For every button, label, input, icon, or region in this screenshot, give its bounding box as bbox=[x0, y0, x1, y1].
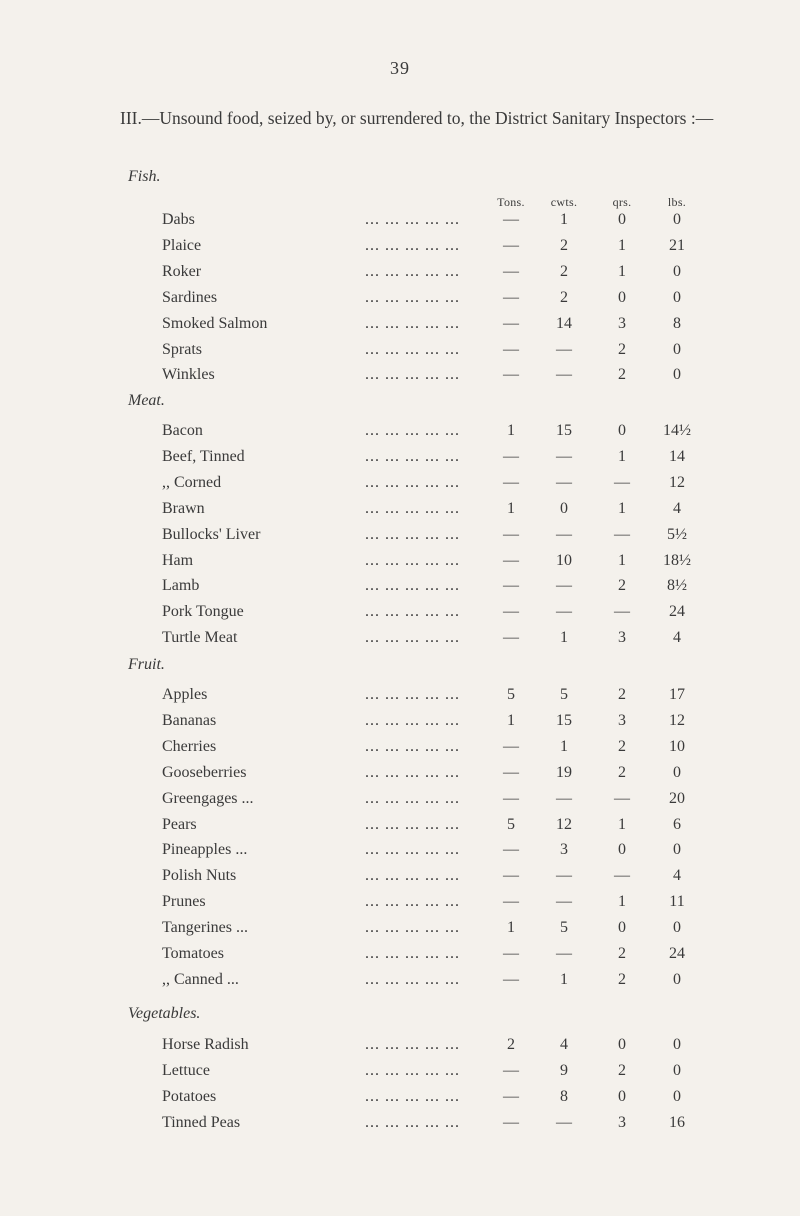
cell-tons: — bbox=[503, 945, 519, 962]
cell-cwts: 1 bbox=[560, 629, 568, 647]
cell-lbs: 11 bbox=[669, 893, 685, 911]
table-row bbox=[0, 603, 800, 628]
cell-qrs: — bbox=[614, 603, 630, 621]
table-row bbox=[0, 764, 800, 789]
cell-qrs: 0 bbox=[618, 211, 626, 228]
leader-dots: ... ... ... ... ... bbox=[365, 737, 460, 755]
cell-qrs: 2 bbox=[618, 340, 626, 358]
cell-lbs: 8½ bbox=[667, 577, 687, 595]
cell-lbs: 12 bbox=[669, 473, 685, 491]
cell-cwts: 2 bbox=[560, 236, 568, 254]
table-row bbox=[0, 971, 800, 996]
leader-dots: ... ... ... ... ... bbox=[365, 422, 460, 439]
leader-dots: ... ... ... ... ... bbox=[365, 211, 460, 228]
leader-dots: ... ... ... ... ... bbox=[365, 525, 460, 543]
leader-dots: ... ... ... ... ... bbox=[365, 789, 460, 807]
table-row bbox=[0, 448, 800, 473]
item-label: Tinned Peas bbox=[162, 1113, 241, 1131]
cell-cwts: 9 bbox=[560, 1061, 568, 1079]
cell-qrs: 0 bbox=[618, 422, 626, 439]
leader-dots: ... ... ... ... ... bbox=[365, 711, 460, 729]
cell-cwts: 2 bbox=[560, 288, 568, 306]
cell-lbs: 0 bbox=[673, 288, 681, 306]
cell-cwts: — bbox=[556, 867, 572, 885]
table-row bbox=[0, 263, 800, 288]
leader-dots: ... ... ... ... ... bbox=[365, 629, 460, 647]
item-label: Ham bbox=[162, 551, 194, 569]
cell-tons: — bbox=[503, 1087, 519, 1105]
cell-tons: 1 bbox=[507, 711, 515, 729]
cell-cwts: 1 bbox=[560, 737, 568, 755]
cell-tons: — bbox=[503, 551, 519, 569]
item-label: Bacon bbox=[162, 422, 203, 439]
cell-qrs: 3 bbox=[618, 629, 626, 647]
leader-dots: ... ... ... ... ... bbox=[365, 262, 460, 280]
cell-tons: — bbox=[503, 288, 519, 306]
cell-tons: — bbox=[503, 262, 519, 280]
cell-cwts: 0 bbox=[560, 499, 568, 517]
cell-lbs: 0 bbox=[673, 1036, 681, 1053]
cell-lbs: 0 bbox=[673, 1087, 681, 1105]
column-header-qrs: qrs. bbox=[612, 195, 632, 209]
cell-tons: — bbox=[503, 525, 519, 543]
cell-qrs: 0 bbox=[618, 288, 626, 306]
leader-dots: ... ... ... ... ... bbox=[365, 603, 460, 621]
cell-lbs: 0 bbox=[673, 262, 681, 280]
cell-qrs: 1 bbox=[618, 815, 626, 833]
cell-lbs: 10 bbox=[669, 737, 685, 755]
cell-qrs: 2 bbox=[618, 737, 626, 755]
cell-lbs: 14½ bbox=[663, 422, 691, 439]
table-row bbox=[0, 315, 800, 340]
cell-cwts: 2 bbox=[560, 262, 568, 280]
cell-tons: 5 bbox=[507, 815, 515, 833]
table-row bbox=[0, 816, 800, 841]
cell-cwts: — bbox=[556, 1113, 572, 1131]
cell-cwts: 3 bbox=[560, 841, 568, 859]
item-label: Lettuce bbox=[162, 1061, 210, 1079]
cell-qrs: — bbox=[614, 789, 630, 807]
leader-dots: ... ... ... ... ... bbox=[365, 1061, 460, 1079]
cell-cwts: — bbox=[556, 340, 572, 358]
leader-dots: ... ... ... ... ... bbox=[365, 945, 460, 962]
cell-qrs: 3 bbox=[618, 1113, 626, 1131]
section-title-vegetables: Vegetables. bbox=[128, 1005, 201, 1022]
item-label: Tangerines ... bbox=[162, 919, 248, 937]
cell-tons: — bbox=[503, 577, 519, 595]
cell-tons: — bbox=[503, 970, 519, 988]
cell-qrs: — bbox=[614, 525, 630, 543]
cell-qrs: — bbox=[614, 867, 630, 885]
item-label: Pineapples ... bbox=[162, 841, 248, 859]
leader-dots: ... ... ... ... ... bbox=[365, 447, 460, 465]
cell-tons: 1 bbox=[507, 499, 515, 517]
cell-tons: — bbox=[503, 211, 519, 228]
leader-dots: ... ... ... ... ... bbox=[365, 686, 460, 703]
cell-qrs: 1 bbox=[618, 447, 626, 465]
cell-qrs: 1 bbox=[618, 236, 626, 254]
column-header-cwts: cwts. bbox=[550, 195, 578, 209]
cell-lbs: 4 bbox=[673, 867, 681, 885]
cell-tons: 2 bbox=[507, 1036, 515, 1053]
item-label: Prunes bbox=[162, 893, 206, 911]
cell-cwts: — bbox=[556, 366, 572, 384]
cell-tons: — bbox=[503, 893, 519, 911]
section-title-meat: Meat. bbox=[128, 392, 165, 409]
cell-cwts: — bbox=[556, 473, 572, 491]
table-row bbox=[0, 738, 800, 763]
item-label: Potatoes bbox=[162, 1087, 217, 1105]
cell-tons: — bbox=[503, 737, 519, 755]
table-row bbox=[0, 919, 800, 944]
cell-cwts: — bbox=[556, 577, 572, 595]
cell-cwts: — bbox=[556, 525, 572, 543]
cell-cwts: 14 bbox=[556, 314, 572, 332]
table-row bbox=[0, 237, 800, 262]
item-label: Greengages ... bbox=[162, 789, 254, 807]
cell-cwts: 15 bbox=[556, 422, 572, 439]
table-row bbox=[0, 945, 800, 970]
table-row bbox=[0, 1036, 800, 1061]
cell-tons: — bbox=[503, 603, 519, 621]
cell-cwts: — bbox=[556, 945, 572, 962]
cell-lbs: 20 bbox=[669, 789, 685, 807]
table-row bbox=[0, 366, 800, 391]
leader-dots: ... ... ... ... ... bbox=[365, 841, 460, 859]
leader-dots: ... ... ... ... ... bbox=[365, 551, 460, 569]
item-label: Pears bbox=[162, 815, 197, 833]
item-label: ,, Corned bbox=[162, 473, 222, 491]
leader-dots: ... ... ... ... ... bbox=[365, 314, 460, 332]
item-label: Sprats bbox=[162, 340, 202, 358]
leader-dots: ... ... ... ... ... bbox=[365, 366, 460, 384]
table-row bbox=[0, 1062, 800, 1087]
cell-cwts: — bbox=[556, 447, 572, 465]
item-label: ,, Canned ... bbox=[162, 970, 239, 988]
cell-qrs: 2 bbox=[618, 686, 626, 703]
leader-dots: ... ... ... ... ... bbox=[365, 1036, 460, 1053]
cell-cwts: 10 bbox=[556, 551, 572, 569]
leader-dots: ... ... ... ... ... bbox=[365, 577, 460, 595]
item-label: Plaice bbox=[162, 236, 202, 254]
cell-qrs: 0 bbox=[618, 1036, 626, 1053]
section-title-fish: Fish. bbox=[128, 168, 161, 185]
section-heading: III.—Unsound food, seized by, or surrendered to, the District Sanitary Inspectors :— bbox=[120, 108, 714, 128]
cell-tons: — bbox=[503, 763, 519, 781]
item-label: Bananas bbox=[162, 711, 217, 729]
cell-lbs: 17 bbox=[669, 686, 685, 703]
cell-qrs: 1 bbox=[618, 262, 626, 280]
cell-qrs: 1 bbox=[618, 893, 626, 911]
cell-cwts: 1 bbox=[560, 970, 568, 988]
section-title-fruit: Fruit. bbox=[128, 656, 165, 673]
leader-dots: ... ... ... ... ... bbox=[365, 893, 460, 911]
item-label: Dabs bbox=[162, 211, 195, 228]
leader-dots: ... ... ... ... ... bbox=[365, 499, 460, 517]
cell-cwts: 15 bbox=[556, 711, 572, 729]
cell-lbs: 14 bbox=[669, 447, 685, 465]
cell-tons: — bbox=[503, 867, 519, 885]
cell-tons: — bbox=[503, 447, 519, 465]
cell-lbs: 8 bbox=[673, 314, 681, 332]
leader-dots: ... ... ... ... ... bbox=[365, 1113, 460, 1131]
cell-tons: — bbox=[503, 629, 519, 647]
cell-tons: 1 bbox=[507, 919, 515, 937]
cell-qrs: 2 bbox=[618, 1061, 626, 1079]
cell-lbs: 5½ bbox=[667, 525, 687, 543]
cell-tons: — bbox=[503, 473, 519, 491]
table-row bbox=[0, 629, 800, 654]
page-number: 39 bbox=[390, 58, 410, 78]
cell-tons: 1 bbox=[507, 422, 515, 439]
table-row bbox=[0, 1114, 800, 1139]
cell-qrs: 3 bbox=[618, 711, 626, 729]
item-label: Winkles bbox=[162, 366, 215, 384]
cell-lbs: 24 bbox=[669, 945, 685, 962]
table-row bbox=[0, 893, 800, 918]
cell-lbs: 18½ bbox=[663, 551, 691, 569]
table-row bbox=[0, 790, 800, 815]
cell-qrs: 1 bbox=[618, 551, 626, 569]
item-label: Sardines bbox=[162, 288, 218, 306]
cell-tons: — bbox=[503, 1113, 519, 1131]
cell-lbs: 24 bbox=[669, 603, 685, 621]
cell-cwts: — bbox=[556, 893, 572, 911]
cell-qrs: 0 bbox=[618, 1087, 626, 1105]
table-row bbox=[0, 500, 800, 525]
column-header-tons: Tons. bbox=[497, 195, 525, 209]
leader-dots: ... ... ... ... ... bbox=[365, 867, 460, 885]
item-label: Pork Tongue bbox=[162, 603, 244, 621]
leader-dots: ... ... ... ... ... bbox=[365, 1087, 460, 1105]
item-label: Polish Nuts bbox=[162, 867, 237, 885]
leader-dots: ... ... ... ... ... bbox=[365, 970, 460, 988]
cell-cwts: — bbox=[556, 603, 572, 621]
leader-dots: ... ... ... ... ... bbox=[365, 919, 460, 937]
item-label: Bullocks' Liver bbox=[162, 525, 261, 543]
cell-cwts: 12 bbox=[556, 815, 572, 833]
item-label: Turtle Meat bbox=[162, 629, 238, 647]
item-label: Smoked Salmon bbox=[162, 314, 268, 332]
cell-lbs: 0 bbox=[673, 841, 681, 859]
cell-lbs: 0 bbox=[673, 763, 681, 781]
cell-cwts: 8 bbox=[560, 1087, 568, 1105]
cell-cwts: 1 bbox=[560, 211, 568, 228]
cell-cwts: 5 bbox=[560, 919, 568, 937]
cell-lbs: 0 bbox=[673, 919, 681, 937]
table-row bbox=[0, 474, 800, 499]
table-row bbox=[0, 341, 800, 366]
cell-tons: — bbox=[503, 314, 519, 332]
cell-qrs: 2 bbox=[618, 366, 626, 384]
cell-qrs: 2 bbox=[618, 945, 626, 962]
leader-dots: ... ... ... ... ... bbox=[365, 473, 460, 491]
cell-tons: — bbox=[503, 236, 519, 254]
leader-dots: ... ... ... ... ... bbox=[365, 763, 460, 781]
cell-lbs: 6 bbox=[673, 815, 681, 833]
cell-lbs: 0 bbox=[673, 366, 681, 384]
leader-dots: ... ... ... ... ... bbox=[365, 340, 460, 358]
table-row bbox=[0, 686, 800, 711]
cell-lbs: 0 bbox=[673, 970, 681, 988]
cell-qrs: 1 bbox=[618, 499, 626, 517]
cell-lbs: 16 bbox=[669, 1113, 685, 1131]
cell-qrs: 2 bbox=[618, 970, 626, 988]
leader-dots: ... ... ... ... ... bbox=[365, 815, 460, 833]
cell-cwts: 5 bbox=[560, 686, 568, 703]
cell-tons: — bbox=[503, 789, 519, 807]
cell-cwts: — bbox=[556, 789, 572, 807]
cell-tons: — bbox=[503, 841, 519, 859]
table-row bbox=[0, 552, 800, 577]
cell-qrs: 0 bbox=[618, 919, 626, 937]
leader-dots: ... ... ... ... ... bbox=[365, 236, 460, 254]
cell-lbs: 4 bbox=[673, 499, 681, 517]
item-label: Lamb bbox=[162, 577, 200, 595]
table-row bbox=[0, 526, 800, 551]
cell-qrs: — bbox=[614, 473, 630, 491]
table-row bbox=[0, 577, 800, 602]
cell-lbs: 0 bbox=[673, 1061, 681, 1079]
cell-qrs: 0 bbox=[618, 841, 626, 859]
leader-dots: ... ... ... ... ... bbox=[365, 288, 460, 306]
cell-lbs: 0 bbox=[673, 340, 681, 358]
item-label: Beef, Tinned bbox=[162, 447, 245, 465]
cell-cwts: 4 bbox=[560, 1036, 568, 1053]
item-label: Roker bbox=[162, 262, 202, 280]
cell-tons: — bbox=[503, 366, 519, 384]
cell-tons: 5 bbox=[507, 686, 515, 703]
item-label: Gooseberries bbox=[162, 763, 247, 781]
item-label: Brawn bbox=[162, 499, 205, 517]
column-header-lbs: lbs. bbox=[667, 195, 687, 209]
cell-lbs: 21 bbox=[669, 236, 685, 254]
cell-lbs: 4 bbox=[673, 629, 681, 647]
cell-lbs: 12 bbox=[669, 711, 685, 729]
cell-tons: — bbox=[503, 340, 519, 358]
item-label: Apples bbox=[162, 686, 208, 703]
item-label: Cherries bbox=[162, 737, 217, 755]
item-label: Tomatoes bbox=[162, 945, 224, 962]
cell-lbs: 0 bbox=[673, 211, 681, 228]
table-row bbox=[0, 1088, 800, 1113]
cell-qrs: 3 bbox=[618, 314, 626, 332]
table-row bbox=[0, 841, 800, 866]
table-row bbox=[0, 289, 800, 314]
cell-qrs: 2 bbox=[618, 763, 626, 781]
cell-cwts: 19 bbox=[556, 763, 572, 781]
cell-qrs: 2 bbox=[618, 577, 626, 595]
item-label: Horse Radish bbox=[162, 1036, 249, 1053]
table-row bbox=[0, 422, 800, 447]
table-row bbox=[0, 211, 800, 236]
cell-tons: — bbox=[503, 1061, 519, 1079]
table-row bbox=[0, 712, 800, 737]
table-row bbox=[0, 867, 800, 892]
